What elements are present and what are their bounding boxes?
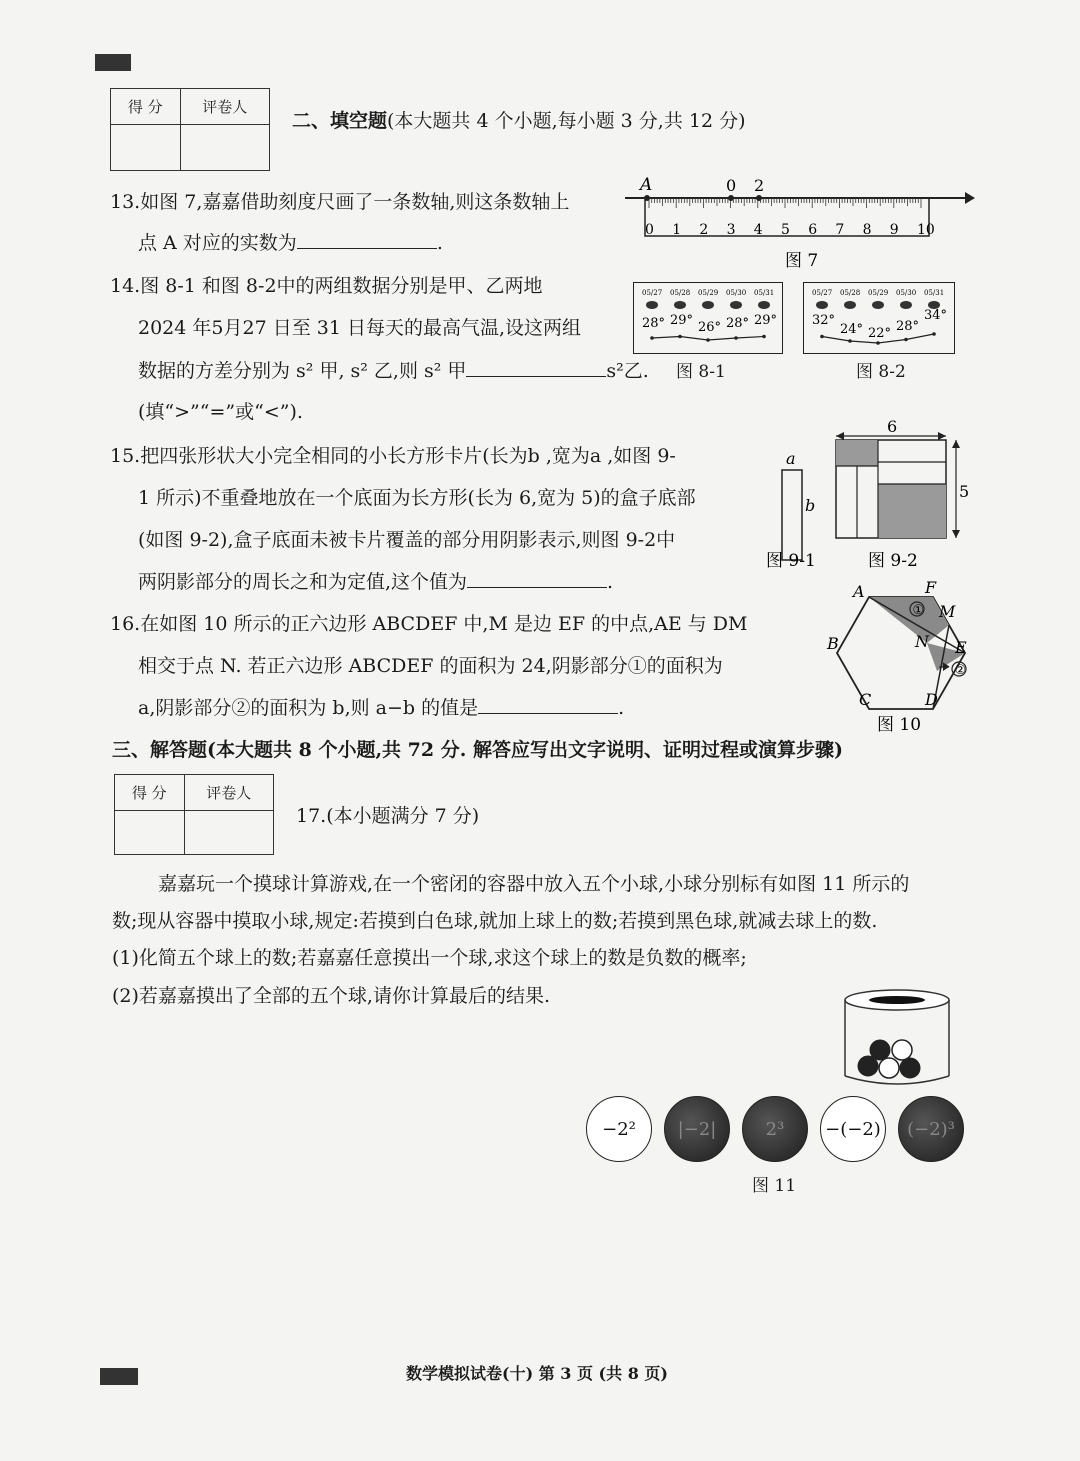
fig9-2-caption: 图 9-2	[868, 551, 918, 571]
q15-end: .	[607, 571, 614, 593]
temperature-label: 26°	[698, 320, 722, 335]
q14-line2: 2024 年5月27 日至 31 日每天的最高气温,设这两组	[138, 317, 581, 339]
date-label: 05/28	[670, 289, 691, 297]
q15-line4	[138, 572, 613, 592]
axis-label-2: 2	[754, 176, 765, 195]
score-header: 得 分	[111, 89, 181, 125]
ruler-tick-label: 9	[889, 222, 899, 238]
ball-label: (−2)³	[907, 1118, 955, 1140]
weather-icon	[674, 301, 686, 309]
fig7-caption: 图 7	[785, 251, 819, 271]
point-two-marker	[756, 195, 762, 201]
ruler-tick-label: 2	[699, 222, 709, 238]
figure-7	[625, 172, 975, 272]
ball-4	[820, 1096, 886, 1162]
q15-line3: (如图 9-2),盒子底面未被卡片覆盖的部分用阴影表示,则图 9-2中	[138, 529, 676, 551]
shaded-region-2	[878, 484, 946, 538]
q16-answer-blank[interactable]	[478, 709, 618, 714]
q13-line1: 13.如图 7,嘉嘉借助刻度尺画了一条数轴,则这条数轴上	[110, 191, 570, 213]
temperature-label: 28°	[726, 316, 750, 331]
region1-label: ①	[912, 603, 925, 618]
section2-note: (本大题共 4 个小题,每小题 3 分,共 12 分)	[387, 110, 746, 132]
temperature-label: 24°	[840, 322, 864, 337]
page-footer: 数学模拟试卷(十) 第 3 页 (共 8 页)	[406, 1364, 668, 1383]
q13-line2	[138, 233, 443, 253]
vertex-c: C	[859, 690, 872, 709]
temperature-point	[820, 335, 824, 339]
fig8-1-caption: 图 8-1	[676, 362, 726, 382]
grader-header: 评卷人	[184, 775, 273, 811]
figure-10	[825, 575, 975, 740]
score-cell[interactable]	[115, 811, 185, 855]
point-a-label: A	[640, 175, 653, 195]
temperature-point	[762, 335, 766, 339]
weather-icon	[702, 301, 714, 309]
grader-cell[interactable]	[180, 125, 269, 171]
q16-text: a,阴影部分②的面积为 b,则 a−b 的值是	[138, 697, 479, 719]
axis-label-0: 0	[726, 176, 737, 195]
q15-answer-blank[interactable]	[467, 583, 607, 588]
grader-header: 评卷人	[180, 89, 269, 125]
ruler-tick-label: 5	[781, 222, 790, 238]
date-label: 05/27	[642, 289, 663, 297]
section2-heading	[292, 111, 746, 131]
score-cell[interactable]	[111, 125, 181, 171]
temperature-label: 22°	[868, 326, 892, 341]
temperature-label: 29°	[670, 313, 694, 328]
figure-8-1	[633, 282, 783, 354]
score-table-section3	[114, 774, 274, 855]
ball-label: −(−2)	[825, 1118, 881, 1140]
ruler-tick-label: 8	[862, 222, 872, 238]
fig11-caption: 图 11	[752, 1176, 797, 1196]
weather-icon	[758, 301, 770, 309]
ball-container	[842, 988, 954, 1088]
q14-variance-text: 数据的方差分别为 s² 甲, s² 乙,则 s² 甲	[138, 360, 467, 382]
ruler-tick-label: 3	[726, 222, 736, 238]
q14-variance-b: s²乙.	[606, 360, 649, 382]
temperature-point	[876, 341, 880, 345]
ruler-tick-label: 7	[835, 222, 845, 238]
date-label: 05/27	[812, 289, 833, 297]
ruler-tick-label: 6	[808, 222, 818, 238]
temperature-label: 28°	[642, 316, 666, 331]
ruler-tick-label: 10	[917, 222, 935, 238]
vertex-a: A	[853, 582, 865, 601]
date-label: 05/29	[698, 289, 719, 297]
weather-icon	[872, 301, 884, 309]
temperature-point	[650, 336, 654, 340]
temperature-point	[932, 332, 936, 336]
temperature-point	[734, 336, 738, 340]
weather-icon	[730, 301, 742, 309]
ruler-tick-label: 4	[753, 222, 763, 238]
ball-5	[898, 1096, 964, 1162]
temperature-point	[848, 339, 852, 343]
weather-icon	[646, 301, 658, 309]
point-zero-marker	[728, 195, 734, 201]
fig9-label-a: a	[786, 449, 796, 468]
card-rectangle	[782, 470, 802, 560]
fig8-2-caption: 图 8-2	[856, 362, 906, 382]
ball-3	[742, 1096, 808, 1162]
figure-8-2	[803, 282, 955, 354]
fig9-1-caption: 图 9-1	[766, 551, 816, 571]
temperature-point	[904, 338, 908, 342]
temperature-label: 34°	[924, 308, 948, 323]
ball-2	[664, 1096, 730, 1162]
date-label: 05/31	[754, 289, 775, 297]
q16-line1: 16.在如图 10 所示的正六边形 ABCDEF 中,M 是边 EF 的中点,AE 与 DM	[110, 613, 748, 635]
figure-9	[760, 418, 975, 578]
q16-line2: 相交于点 N. 若正六边形 ABCDEF 的面积为 24,阴影部分①的面积为	[138, 655, 723, 677]
q17-header: 17.(本小题满分 7 分)	[296, 805, 480, 827]
ball-label: |−2|	[677, 1118, 717, 1140]
q14-line3	[138, 361, 649, 381]
date-label: 05/29	[868, 289, 889, 297]
q16-line3	[138, 698, 624, 718]
corner-marker-top	[95, 54, 131, 71]
date-label: 05/31	[924, 289, 945, 297]
q13-text: 点 A 对应的实数为	[138, 232, 297, 254]
date-label: 05/30	[726, 289, 747, 297]
vertex-m: M	[939, 602, 956, 621]
q13-answer-blank[interactable]	[297, 244, 437, 249]
weather-icon	[844, 301, 856, 309]
q17-part1: (1)化简五个球上的数;若嘉嘉任意摸出一个球,求这个球上的数是负数的概率;	[112, 947, 747, 969]
ball-1	[586, 1096, 652, 1162]
grader-cell[interactable]	[184, 811, 273, 855]
section3-title: 三、解答题(本大题共 8 个小题,共 72 分. 解答应写出文字说明、证明过程或演算步骤)	[112, 739, 843, 761]
q14-line1: 14.图 8-1 和图 8-2中的两组数据分别是甲、乙两地	[110, 275, 543, 297]
vertex-n: N	[915, 632, 929, 651]
q17-part2: (2)若嘉嘉摸出了全部的五个球,请你计算最后的结果.	[112, 985, 550, 1007]
q17-para1: 嘉嘉玩一个摸球计算游戏,在一个密闭的容器中放入五个小球,小球分别标有如图 11 所示的	[158, 873, 910, 895]
vertex-e: E	[955, 638, 967, 657]
q17-para2: 数;现从容器中摸取小球,规定:若摸到白色球,就加上球上的数;若摸到黑色球,就减去球上的数.	[112, 910, 878, 932]
q15-line2: 1 所示)不重叠地放在一个底面为长方形(长为 6,宽为 5)的盒子底部	[138, 487, 696, 509]
temperature-point	[678, 335, 682, 339]
vertex-f: F	[925, 578, 937, 597]
weather-icon	[900, 301, 912, 309]
fig9-label-6: 6	[887, 418, 898, 436]
temperature-label: 32°	[812, 313, 836, 328]
q13-end: .	[436, 232, 443, 254]
q15-line1: 15.把四张形状大小完全相同的小长方形卡片(长为b ,宽为a ,如图 9-	[110, 445, 676, 467]
fig9-label-b: b	[805, 496, 816, 515]
ruler-tick-label: 0	[645, 222, 654, 238]
q14-line4: (填“>”“=”或“<”).	[138, 401, 303, 423]
q15-text: 两阴影部分的周长之和为定值,这个值为	[138, 571, 468, 593]
vertex-d: D	[925, 690, 938, 709]
temperature-label: 28°	[896, 319, 920, 334]
weather-icon	[816, 301, 828, 309]
q16-end: .	[618, 697, 625, 719]
score-table-section2	[110, 88, 270, 171]
temperature-label: 29°	[754, 313, 778, 328]
ruler-tick-label: 1	[672, 222, 682, 238]
vertex-b: B	[827, 634, 839, 653]
q14-answer-blank[interactable]	[466, 372, 606, 377]
ball-label: −2²	[602, 1118, 636, 1140]
date-label: 05/30	[896, 289, 917, 297]
ball-label: 2³	[765, 1118, 785, 1140]
score-header: 得 分	[115, 775, 185, 811]
temperature-point	[706, 338, 710, 342]
fig10-caption: 图 10	[877, 715, 922, 735]
shaded-region-1	[836, 440, 878, 466]
corner-marker-bottom	[100, 1368, 138, 1385]
point-a-marker	[644, 195, 650, 201]
region2-label: ②	[954, 663, 967, 678]
section2-title: 二、填空题	[292, 110, 388, 132]
fig9-label-5: 5	[959, 482, 970, 501]
date-label: 05/28	[840, 289, 861, 297]
